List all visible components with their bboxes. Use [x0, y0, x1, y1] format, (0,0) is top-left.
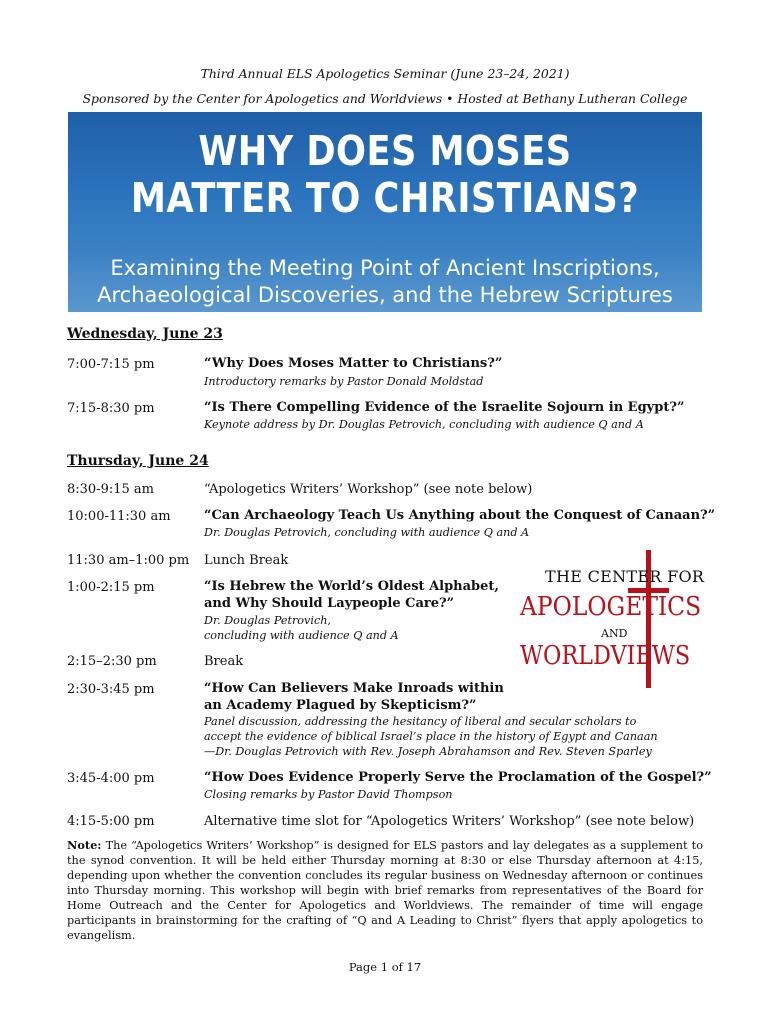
header-line-2: Sponsored by the Center for Apologetics and Worldviews • Hosted at Bethany Lutheran College: [82, 91, 688, 106]
schedule-time: 10:00-11:30 am: [67, 509, 171, 524]
session-description-line-1: Dr. Douglas Petrovich,: [204, 614, 331, 627]
session-title-line-2: and Why Should Laypeople Care?”: [204, 596, 455, 611]
banner-title-line-1: WHY DOES MOSES: [198, 127, 572, 175]
session-text: Break: [204, 654, 244, 669]
title-banner: [68, 112, 702, 312]
session-description: Keynote address by Dr. Douglas Petrovich, concluding with audience Q and A: [204, 418, 644, 431]
banner-subtitle-line-2: Archaeological Discoveries, and the Hebrew Scriptures: [97, 283, 673, 307]
session-title-line-1: “Is Hebrew the World’s Oldest Alphabet,: [204, 579, 499, 594]
session-description: Dr. Douglas Petrovich, concluding with audience Q and A: [204, 526, 530, 539]
session-description-line-2: accept the evidence of biblical Israel’s place in the history of Egypt and Canaan: [204, 730, 658, 743]
logo-line-3: AND: [601, 627, 628, 640]
note-text: The “Apologetics Writers’ Workshop” is designed for ELS pastors and lay delegates as a supplement to the synod convention. It will be held either Thursday morning at 8:30 or else Thursday afternoon at 4:15, depending upon whether the convention concludes its regular business on Wednesday afternoon or continues into Thursday morning. This workshop will begin with brief remarks from representatives of the Board for Home Outreach and the Center for Apologetics and Worldviews. The remainder of time will engage participants in brainstorming for the crafting of “Q and A Leading to Christ” flyers that apply apologetics to evangelism.: [67, 839, 703, 942]
session-description: Closing remarks by Pastor David Thompson: [204, 788, 453, 801]
logo-line-4: WORLDVIEWS: [520, 641, 691, 671]
schedule-time: 7:00-7:15 pm: [67, 357, 155, 372]
workshop-note: [67, 838, 703, 943]
banner-title-line-2: MATTER TO CHRISTIANS?: [130, 174, 640, 222]
thursday-heading: Thursday, June 24: [67, 453, 209, 469]
schedule-time: 3:45-4:00 pm: [67, 771, 155, 786]
schedule-time: 1:00-2:15 pm: [67, 580, 155, 595]
banner-subtitle-line-1: Examining the Meeting Point of Ancient Inscriptions,: [110, 256, 660, 280]
session-title: “Can Archaeology Teach Us Anything about the Conquest of Canaan?”: [204, 508, 716, 523]
session-text: “Apologetics Writers’ Workshop” (see note below): [204, 482, 533, 497]
schedule-time: 4:15-5:00 pm: [67, 814, 155, 829]
session-description-line-1: Panel discussion, addressing the hesitancy of liberal and secular scholars to: [204, 715, 637, 728]
header-line-1: Third Annual ELS Apologetics Seminar (June 23–24, 2021): [200, 66, 570, 81]
session-description-line-3: —Dr. Douglas Petrovich with Rev. Joseph Abrahamson and Rev. Steven Sparley: [204, 745, 652, 758]
session-title: “Why Does Moses Matter to Christians?”: [204, 356, 503, 371]
schedule-time: 7:15-8:30 pm: [67, 401, 155, 416]
wednesday-heading: Wednesday, June 23: [67, 326, 223, 342]
session-title: “Is There Compelling Evidence of the Israelite Sojourn in Egypt?”: [204, 400, 685, 415]
session-title-line-1: “How Can Believers Make Inroads within: [204, 681, 504, 696]
schedule-time: 8:30-9:15 am: [67, 482, 154, 497]
session-text: Alternative time slot for “Apologetics Writers’ Workshop” (see note below): [204, 814, 695, 829]
logo-line-1: THE CENTER FOR: [545, 567, 705, 586]
page-number: Page 1 of 17: [348, 960, 422, 974]
session-description: Introductory remarks by Pastor Donald Moldstad: [204, 375, 484, 388]
note-label: Note:: [67, 838, 102, 852]
schedule-time: 11:30 am–1:00 pm: [67, 553, 190, 568]
session-title: “How Does Evidence Properly Serve the Proclamation of the Gospel?”: [204, 770, 712, 785]
schedule-time: 2:30-3:45 pm: [67, 682, 155, 697]
session-text: Lunch Break: [204, 553, 289, 568]
logo-line-2: APOLOGETICS: [520, 592, 702, 622]
schedule-time: 2:15–2:30 pm: [67, 654, 157, 669]
session-description-line-2: concluding with audience Q and A: [204, 629, 399, 642]
session-title-line-2: an Academy Plagued by Skepticism?”: [204, 698, 477, 713]
center-logo: [515, 548, 705, 690]
